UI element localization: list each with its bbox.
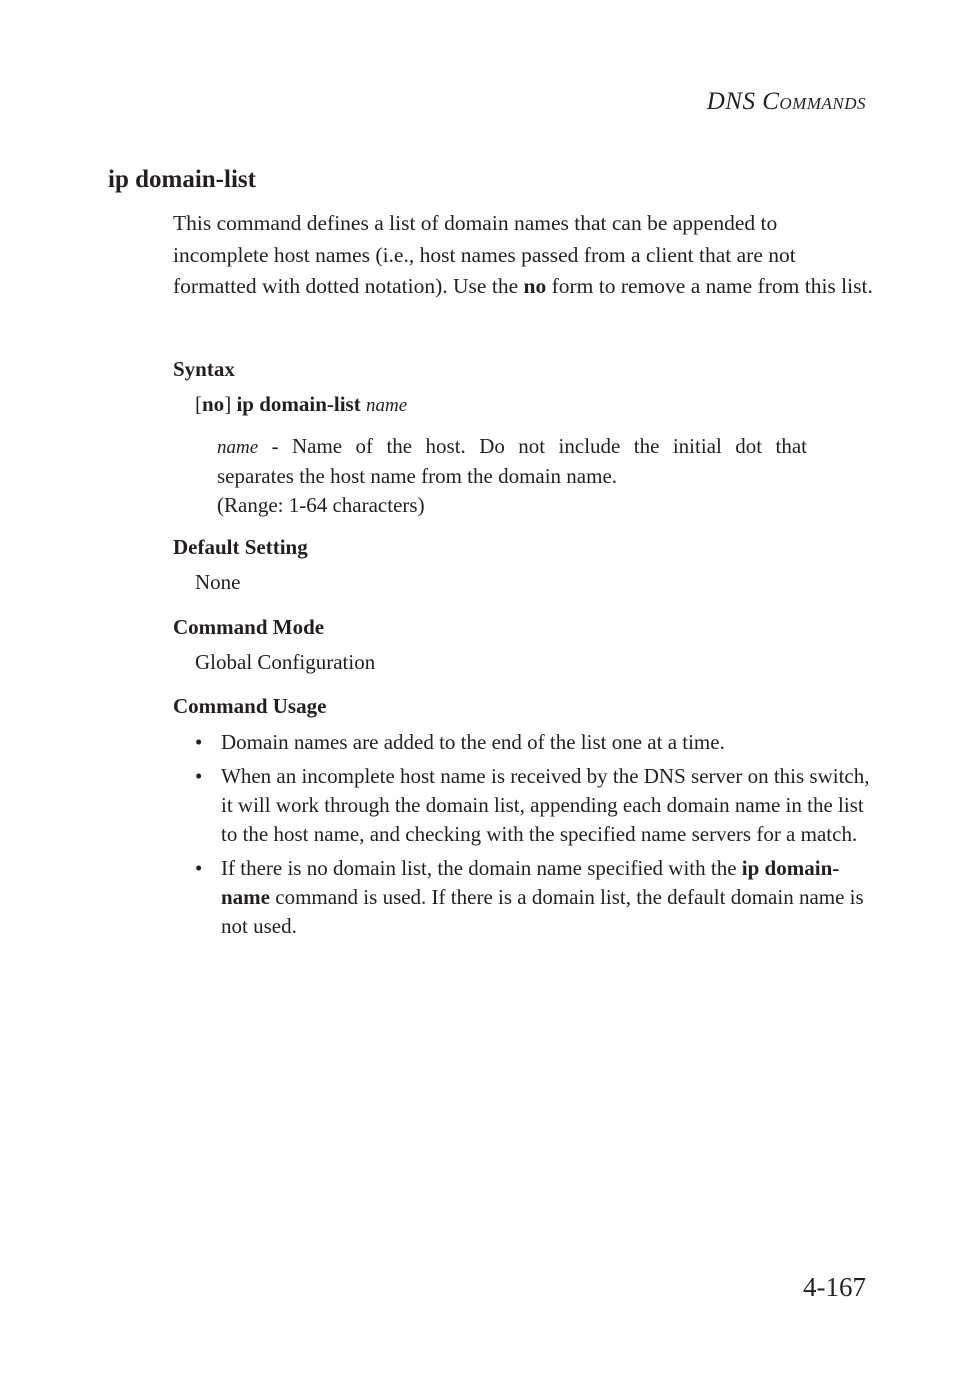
command-usage-list xyxy=(195,728,875,946)
default-setting-value: None xyxy=(195,570,241,594)
list-item-text: When an incomplete host name is received by the DNS server on this switch, it will work through the domain list, appending each domain name in the list to the host name, and checking with the specified name servers for a match. xyxy=(221,764,870,846)
param-name: name xyxy=(217,437,259,458)
param-range: (Range: 1-64 characters) xyxy=(217,493,425,517)
param-desc-2: separates the host name from the domain name. xyxy=(217,464,618,488)
bullet-icon: • xyxy=(195,730,203,754)
running-header xyxy=(707,88,866,116)
syntax-command: ip domain-list xyxy=(236,392,361,416)
intro-text-2: form to remove a name from this list. xyxy=(546,274,873,298)
list-item-text: If there is no domain list, the domain name specified with the xyxy=(221,856,742,880)
command-mode-value: Global Configuration xyxy=(195,650,376,674)
intro-bold-no: no xyxy=(523,274,547,298)
list-item-text: Domain names are added to the end of the list one at a time. xyxy=(221,730,725,754)
bullet-icon: • xyxy=(195,856,203,880)
default-setting-heading: Default Setting xyxy=(173,535,308,559)
param-line-1 xyxy=(217,432,807,462)
list-item xyxy=(195,762,875,849)
intro-paragraph xyxy=(173,208,873,303)
page-number: 4-167 xyxy=(803,1272,866,1302)
header-title-initial: DNS C xyxy=(706,88,780,115)
syntax-arg: name xyxy=(365,395,408,416)
intro-text-1: This command defines a list of domain names that can be appended to incomplete host names (i.e., host names passed from a client that are not formatted with dotted notation). Use the xyxy=(173,211,796,298)
bracket-open: [ xyxy=(195,392,202,416)
command-usage-heading: Command Usage xyxy=(173,694,327,718)
header-title-rest: OMMANDS xyxy=(779,94,866,113)
bracket-close: ] xyxy=(224,392,232,416)
list-item xyxy=(195,728,875,757)
list-item-bold-command: ip domain-name xyxy=(221,856,840,909)
parameter-description xyxy=(217,432,807,520)
syntax-no: no xyxy=(202,392,225,416)
param-desc-1: - Name of the host. Do not include the initial dot that xyxy=(258,434,807,458)
syntax-heading: Syntax xyxy=(173,357,235,381)
command-mode-heading: Command Mode xyxy=(173,615,325,639)
list-item xyxy=(195,854,875,941)
bullet-icon: • xyxy=(195,764,203,788)
section-title: ip domain-list xyxy=(108,166,256,193)
syntax-line xyxy=(195,392,407,417)
list-item-text: command is used. If there is a domain list, the default domain name is not used. xyxy=(221,885,864,938)
